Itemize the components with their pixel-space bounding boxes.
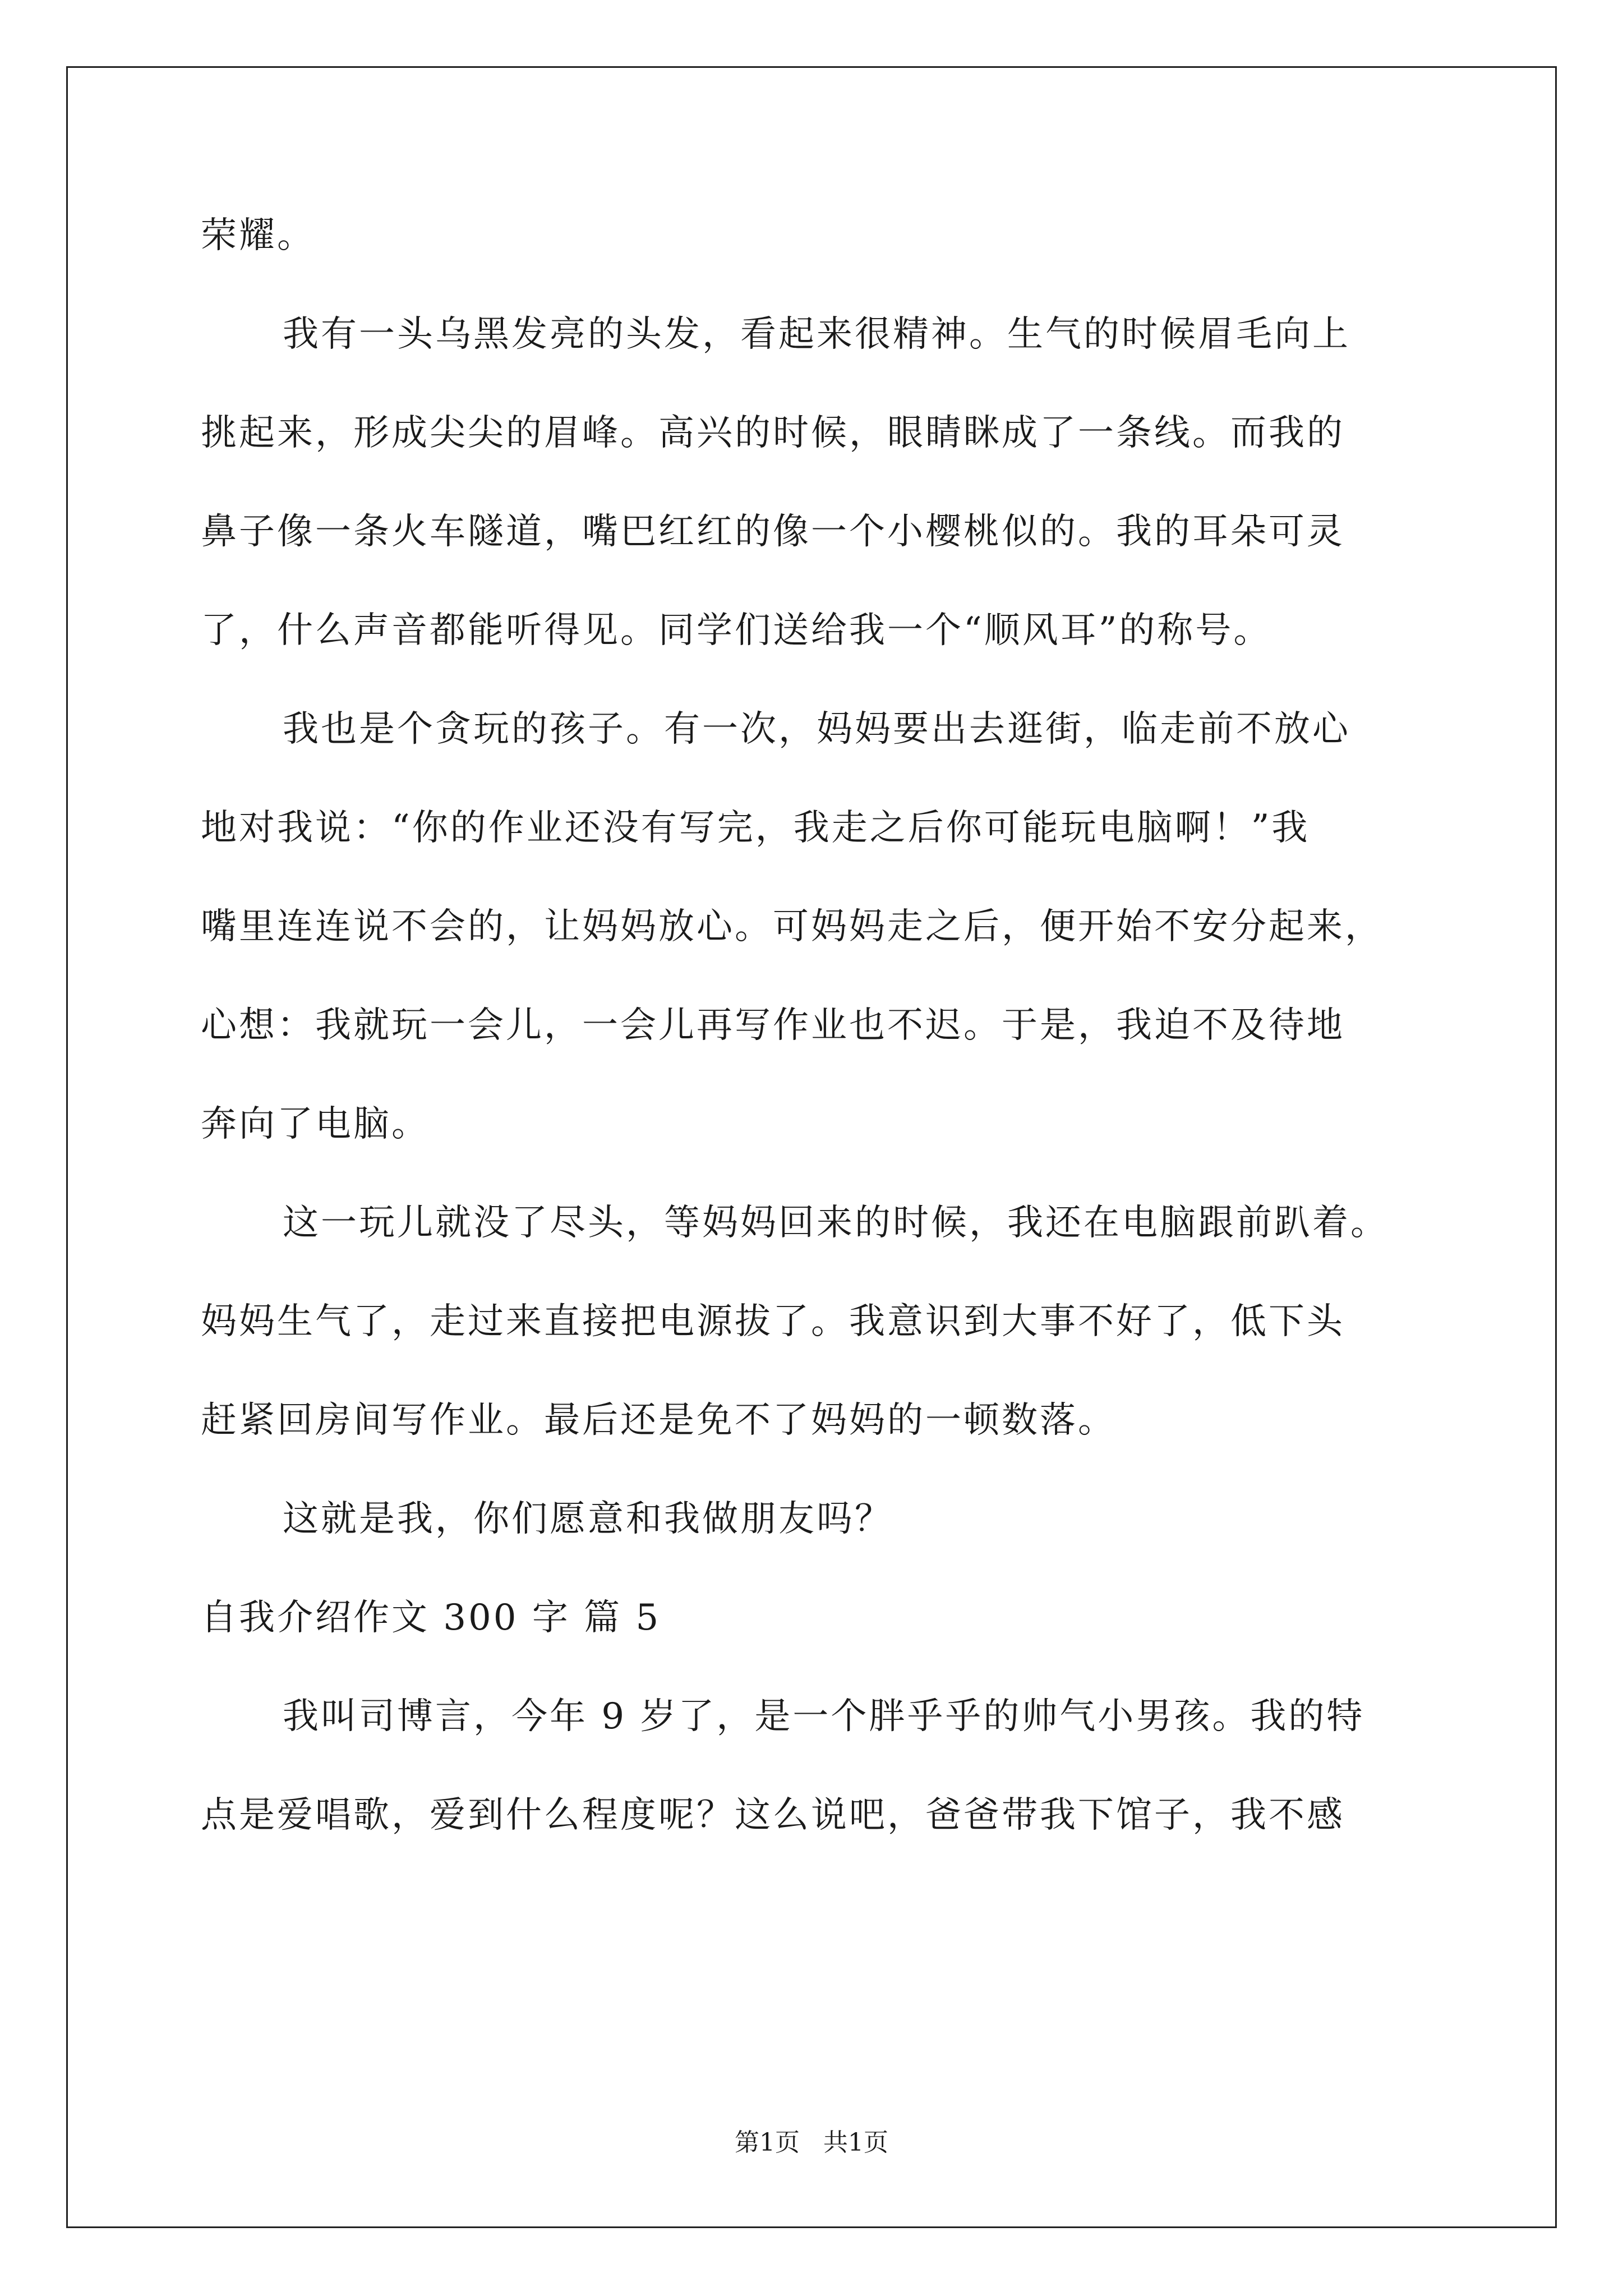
page-footer: 第1页 共1页 (735, 2128, 888, 2157)
page-frame (66, 66, 1557, 2228)
paragraph-start-line: 这一玩儿就没了尽头，等妈妈回来的时候，我还在电脑跟前趴着。 (283, 1202, 1389, 1244)
paragraph-start-line: 我叫司博言，今年 9 岁了，是一个胖乎乎的帅气小男孩。我的特 (283, 1696, 1365, 1737)
text-line: 奔向了电脑。 (201, 1103, 430, 1145)
text-line: 了，什么声音都能听得见。同学们送给我一个“顺风耳”的称号。 (201, 610, 1272, 651)
text-line: 妈妈生气了，走过来直接把电源拔了。我意识到大事不好了，低下头 (201, 1301, 1345, 1342)
text-line: 挑起来，形成尖尖的眉峰。高兴的时候，眼睛眯成了一条线。而我的 (201, 412, 1345, 454)
paragraph-start-line: 这就是我，你们愿意和我做朋友吗？ (283, 1498, 893, 1540)
section-heading: 自我介绍作文 300 字 篇 5 (201, 1597, 661, 1639)
text-line: 赶紧回房间写作业。最后还是免不了妈妈的一顿数落。 (201, 1400, 1116, 1441)
text-line: 荣耀。 (201, 215, 315, 256)
text-line: 地对我说：“你的作业还没有写完，我走之后你可能玩电脑啊！”我 (201, 807, 1310, 849)
paragraph-start-line: 我有一头乌黑发亮的头发，看起来很精神。生气的时候眉毛向上 (283, 314, 1350, 355)
text-line: 嘴里连连说不会的，让妈妈放心。可妈妈走之后，便开始不安分起来， (201, 906, 1383, 947)
text-line: 鼻子像一条火车隧道，嘴巴红红的像一个小樱桃似的。我的耳朵可灵 (201, 511, 1345, 553)
text-line: 点是爱唱歌，爱到什么程度呢？这么说吧，爸爸带我下馆子，我不感 (201, 1795, 1345, 1836)
text-line: 心想：我就玩一会儿，一会儿再写作业也不迟。于是，我迫不及待地 (201, 1005, 1345, 1046)
paragraph-start-line: 我也是个贪玩的孩子。有一次，妈妈要出去逛街，临走前不放心 (283, 708, 1350, 750)
